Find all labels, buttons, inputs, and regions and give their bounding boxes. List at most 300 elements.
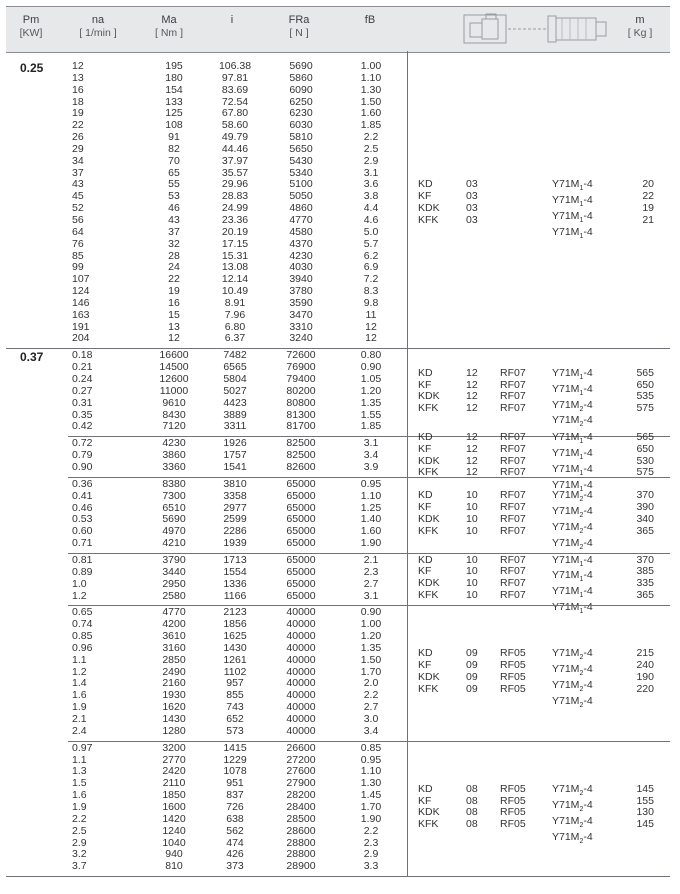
table-cell: 08 [466, 794, 478, 807]
table-cell: 1.10 [360, 71, 382, 84]
table-cell: 45 [72, 190, 84, 203]
table-cell: 1.45 [360, 789, 382, 802]
table-cell: 3.6 [363, 178, 379, 191]
table-cell: 10 [466, 512, 478, 525]
table-cell: 10 [466, 553, 478, 566]
table-cell: 125 [165, 107, 183, 120]
ratio-column [212, 607, 258, 737]
table-cell: 0.31 [72, 396, 93, 409]
table-cell: 124 [72, 285, 90, 298]
power-value: 0.25 [20, 61, 44, 75]
table-cell: KF [418, 378, 432, 391]
ma-column [154, 350, 194, 433]
table-cell: 34 [72, 154, 84, 167]
table-cell: 17.15 [221, 237, 249, 250]
table-cell: 1.70 [360, 665, 382, 678]
table-cell: 1930 [162, 689, 186, 702]
table-cell: $Y71M_2-4$ [552, 398, 593, 413]
table-cell: RF07 [500, 589, 526, 602]
type-column [418, 784, 458, 831]
table-cell: 1.25 [360, 501, 382, 514]
table-cell: 5650 [289, 142, 313, 155]
table-cell: 03 [466, 201, 478, 214]
section-divider [6, 348, 670, 349]
table-cell: 10 [466, 524, 478, 537]
table-cell: 155 [636, 794, 654, 807]
table-cell: 79400 [286, 373, 316, 386]
table-cell: 0.42 [72, 420, 93, 433]
table-cell: $Y71M_2-4$ [552, 537, 593, 552]
table-cell: 28600 [286, 824, 316, 837]
table-cell: 85 [72, 249, 84, 262]
table-cell: 575 [636, 466, 654, 479]
table-cell: 3.2 [72, 848, 87, 861]
table-cell: 81300 [286, 408, 316, 421]
table-cell: 37.97 [221, 154, 249, 167]
header-pm-unit: [KW] [19, 27, 43, 39]
table-cell: 6.37 [224, 332, 246, 345]
table-cell: 3780 [289, 285, 313, 298]
table-cell: 12 [466, 454, 478, 467]
table-cell: 0.95 [360, 753, 382, 766]
table-cell: 4770 [162, 606, 186, 619]
table-cell: 3860 [162, 449, 186, 462]
table-cell: 1102 [223, 665, 247, 678]
table-cell: 2580 [162, 589, 186, 602]
table-cell: 20 [642, 178, 654, 190]
table-cell: 28800 [286, 848, 316, 861]
type-column [418, 490, 458, 537]
ma-column [154, 479, 194, 550]
table-cell: 40000 [286, 712, 316, 725]
table-cell: 4230 [162, 437, 186, 450]
table-cell: 2.2 [72, 812, 87, 825]
table-cell: 2420 [162, 765, 186, 778]
table-cell: 145 [636, 818, 654, 831]
fb-column [353, 743, 389, 873]
size-column [466, 784, 490, 831]
table-cell: 195 [165, 60, 183, 72]
table-cell: 65000 [286, 525, 316, 538]
table-cell: 0.97 [72, 741, 93, 754]
table-cell: $Y71M_1-4$ [552, 446, 593, 461]
fb-column [353, 555, 389, 602]
table-cell: RF07 [500, 553, 526, 566]
flange-column [500, 555, 540, 602]
table-cell: 5050 [289, 190, 313, 203]
header-na [68, 14, 128, 40]
table-bottom-border [6, 876, 670, 877]
table-cell: 7.96 [224, 308, 246, 321]
table-cell: $Y71M_1-4$ [552, 478, 593, 493]
table-cell: KDK [418, 806, 440, 819]
table-cell: $Y71M_2-4$ [552, 782, 593, 797]
table-cell: 3160 [162, 641, 186, 654]
table-cell: 3.1 [363, 166, 379, 179]
table-cell: 40000 [286, 606, 316, 619]
table-cell: 55 [168, 178, 180, 191]
table-cell: 44.46 [221, 142, 249, 155]
table-cell: 3.4 [363, 724, 379, 737]
table-cell: 5860 [289, 71, 313, 84]
table-cell: 1336 [223, 577, 247, 590]
table-cell: 1.2 [72, 589, 87, 602]
header-fra [274, 14, 324, 40]
table-cell: $Y71M_1-4$ [552, 569, 593, 584]
table-cell: 743 [226, 701, 244, 714]
table-cell: 373 [226, 860, 244, 873]
table-cell: 40000 [286, 665, 316, 678]
table-cell: 70 [168, 154, 180, 167]
table-cell: 370 [636, 553, 654, 566]
table-cell: 8380 [162, 477, 186, 490]
table-cell: 2.7 [363, 701, 379, 714]
table-cell: 4860 [289, 202, 313, 215]
header-pm-symbol: Pm [22, 14, 40, 26]
table-cell: 15.31 [221, 249, 249, 262]
table-cell: 65000 [286, 589, 316, 602]
table-cell: 1600 [162, 800, 186, 813]
table-cell: 10 [466, 489, 478, 502]
table-cell: 106.38 [218, 60, 252, 72]
ma-column [154, 607, 194, 737]
table-cell: RF07 [500, 577, 526, 590]
table-cell: 1.9 [72, 800, 87, 813]
table-cell: 19 [642, 201, 654, 214]
table-cell: 11000 [159, 384, 189, 397]
table-cell: RF05 [500, 671, 526, 684]
table-cell: 1.00 [360, 60, 382, 72]
table-cell: 2599 [223, 513, 247, 526]
ma-column [154, 438, 194, 474]
table-cell: 12.14 [221, 273, 249, 286]
table-cell: RF05 [500, 647, 526, 660]
table-cell: KFK [418, 213, 439, 226]
table-cell: 1280 [162, 724, 186, 737]
table-cell: 8430 [162, 408, 186, 421]
table-cell: 72.54 [221, 95, 249, 108]
table-cell: 26600 [286, 741, 316, 754]
table-cell: 365 [636, 589, 654, 602]
table-cell: 3.1 [363, 437, 379, 450]
table-cell: 08 [466, 806, 478, 819]
table-cell: 3.9 [363, 461, 379, 474]
table-cell: 56 [72, 213, 84, 226]
table-cell: 1.50 [360, 653, 382, 666]
table-cell: 3310 [289, 320, 313, 333]
table-cell: KDK [418, 390, 440, 403]
table-cell: 1.4 [72, 677, 87, 690]
table-cell: 4423 [223, 396, 247, 409]
table-cell: 28.83 [221, 190, 249, 203]
table-cell: KFK [418, 402, 439, 415]
table-cell: 1040 [162, 836, 186, 849]
size-column [466, 555, 490, 602]
table-cell: 2770 [162, 753, 186, 766]
flange-column [500, 648, 540, 695]
table-cell: 6510 [162, 501, 186, 514]
table-cell: 15 [168, 308, 180, 321]
table-cell: 390 [636, 501, 654, 514]
table-cell: 3590 [289, 296, 313, 309]
table-cell: 0.53 [72, 513, 93, 526]
table-cell: RF07 [500, 366, 526, 379]
table-cell: RF07 [500, 524, 526, 537]
header-m [614, 14, 666, 40]
motor-column [552, 490, 614, 554]
table-cell: 99 [72, 261, 84, 274]
table-cell: 12 [466, 366, 478, 379]
table-cell: 2.3 [363, 565, 379, 578]
table-cell: 03 [466, 189, 478, 202]
table-cell: $Y71M_2-4$ [552, 647, 593, 662]
table-cell: KF [418, 794, 432, 807]
table-cell: 1.55 [360, 408, 382, 421]
motor-column [552, 368, 614, 432]
table-cell: $Y71M_1-4$ [552, 178, 593, 193]
table-cell: RF07 [500, 512, 526, 525]
table-cell: 2977 [223, 501, 247, 514]
table-cell: KFK [418, 682, 439, 695]
table-cell: $Y71M_2-4$ [552, 489, 593, 504]
table-cell: 22 [168, 273, 180, 286]
table-cell: KFK [418, 589, 439, 602]
table-cell: 146 [72, 296, 90, 309]
table-cell: 28 [168, 249, 180, 262]
table-cell: 1.35 [360, 396, 382, 409]
table-cell: 40000 [286, 641, 316, 654]
table-cell: 1078 [223, 765, 247, 778]
table-cell: 6030 [289, 119, 313, 132]
table-cell: 10 [466, 577, 478, 590]
table-cell: 40000 [286, 677, 316, 690]
mass-column [626, 784, 654, 831]
ratio-column [212, 438, 258, 474]
table-cell: 03 [466, 213, 478, 226]
table-cell: 1.3 [72, 765, 87, 778]
table-cell: 1.30 [360, 777, 382, 790]
table-cell: 4770 [289, 213, 313, 226]
table-cell: 12 [72, 60, 84, 72]
table-cell: 4030 [289, 261, 313, 274]
table-cell: 40000 [286, 618, 316, 631]
table-cell: 5810 [289, 131, 313, 144]
flange-column [500, 784, 540, 831]
table-cell: 1.10 [360, 765, 382, 778]
header-fb [350, 14, 390, 27]
table-cell: 10 [466, 501, 478, 514]
table-cell: 0.89 [72, 565, 93, 578]
table-cell: 12 [466, 378, 478, 391]
table-cell: 1.00 [360, 618, 382, 631]
header-fra-unit: [ N ] [289, 27, 309, 39]
table-cell: 1757 [223, 449, 247, 462]
table-cell: 19 [72, 107, 84, 120]
table-cell: 5100 [289, 178, 313, 191]
table-cell: 0.85 [72, 630, 93, 643]
table-cell: $Y71M_1-4$ [552, 366, 593, 381]
table-cell: 40000 [286, 689, 316, 702]
size-column [466, 179, 490, 226]
table-cell: 4230 [289, 249, 313, 262]
table-cell: 28500 [286, 812, 316, 825]
table-cell: 145 [636, 782, 654, 795]
table-cell: 53 [168, 190, 180, 203]
table-cell: 0.74 [72, 618, 93, 631]
mass-column [626, 490, 654, 537]
table-cell: 0.90 [360, 606, 382, 619]
table-cell: 426 [226, 848, 244, 861]
table-cell: RF07 [500, 454, 526, 467]
table-cell: 726 [226, 800, 244, 813]
table-cell: 1.40 [360, 513, 382, 526]
fb-column [353, 479, 389, 550]
table-cell: 2.3 [363, 836, 379, 849]
table-cell: 562 [226, 824, 244, 837]
table-cell: $Y71M_1-4$ [552, 193, 593, 209]
size-column [466, 490, 490, 537]
table-cell: 0.36 [72, 477, 93, 490]
table-cell: $Y71M_1-4$ [552, 209, 593, 224]
table-cell: 1.60 [360, 525, 382, 538]
table-cell: 6.80 [224, 320, 246, 333]
table-cell: 0.72 [72, 437, 93, 450]
mass-column [626, 179, 654, 226]
type-column [418, 432, 458, 479]
mass-column [626, 555, 654, 602]
table-cell: KD [418, 647, 433, 660]
motor-column [552, 648, 614, 712]
table-cell: RF05 [500, 794, 526, 807]
table-cell: 27900 [286, 777, 316, 790]
fra-column [276, 61, 326, 345]
gearmotor-selection-table [6, 6, 670, 886]
na-column [72, 743, 118, 873]
table-cell: 2286 [223, 525, 247, 538]
table-cell: 385 [636, 565, 654, 578]
table-cell: 08 [466, 782, 478, 795]
table-cell: 1.05 [360, 373, 382, 386]
table-cell: 0.95 [360, 477, 382, 490]
table-cell: 5690 [289, 60, 313, 72]
table-cell: 65000 [286, 554, 316, 566]
table-cell: 28800 [286, 836, 316, 849]
table-cell: 16 [72, 83, 84, 96]
motor-column [552, 179, 614, 243]
table-cell: KDK [418, 671, 440, 684]
fra-column [276, 555, 326, 602]
ma-column [154, 555, 194, 602]
table-cell: 1261 [223, 653, 247, 666]
header-pm [6, 14, 56, 40]
table-cell: 49.79 [221, 131, 249, 144]
table-cell: 1.2 [72, 665, 87, 678]
table-cell: RF05 [500, 818, 526, 831]
table-cell: 26 [72, 131, 84, 144]
table-cell: 5340 [289, 166, 313, 179]
table-cell: 10 [466, 589, 478, 602]
fra-column [276, 350, 326, 433]
table-cell: 09 [466, 682, 478, 695]
table-cell: 12 [365, 320, 377, 333]
table-cell: KD [418, 430, 433, 443]
table-cell: 1620 [162, 701, 186, 714]
table-cell: 29 [72, 142, 84, 155]
table-cell: 2.0 [363, 677, 379, 690]
na-column [72, 555, 118, 602]
table-cell: RF07 [500, 402, 526, 415]
table-cell: 1.30 [360, 83, 382, 96]
table-cell: 1.9 [72, 701, 87, 714]
table-cell: 2.1 [363, 554, 379, 566]
na-column [72, 607, 118, 737]
header-m-symbol: m [635, 14, 645, 26]
table-cell: 0.81 [72, 554, 93, 566]
table-cell: 180 [165, 71, 183, 84]
table-cell: 0.46 [72, 501, 93, 514]
table-cell: 204 [72, 332, 90, 345]
table-cell: 474 [226, 836, 244, 849]
table-cell: 3.3 [363, 860, 379, 873]
table-cell: KFK [418, 524, 439, 537]
table-cell: 1.85 [360, 420, 382, 433]
table-cell: 16 [168, 296, 180, 309]
table-cell: 37 [72, 166, 84, 179]
header-ma-symbol: Ma [161, 14, 177, 26]
table-cell: 0.35 [72, 408, 93, 421]
table-cell: 191 [72, 320, 90, 333]
type-column [418, 368, 458, 415]
table-cell: KF [418, 442, 432, 455]
table-cell: 4210 [162, 537, 186, 550]
table-cell: 107 [72, 273, 90, 286]
table-cell: 1.90 [360, 537, 382, 550]
table-cell: $Y71M_1-4$ [552, 382, 593, 397]
table-cell: KF [418, 189, 432, 202]
table-cell: 12 [365, 332, 377, 345]
mass-column [626, 368, 654, 415]
table-cell: 80800 [286, 396, 316, 409]
table-cell: 0.80 [360, 349, 382, 362]
table-cell: 0.96 [72, 641, 93, 654]
table-cell: 2110 [162, 777, 186, 790]
table-cell: 565 [636, 366, 654, 379]
table-cell: 8.91 [224, 296, 246, 309]
table-cell: 9610 [162, 396, 186, 409]
header-na-symbol: na [91, 14, 105, 26]
gearmotor-diagram-icon [462, 12, 612, 46]
table-cell: 2950 [162, 577, 186, 590]
table-cell: 1850 [162, 789, 186, 802]
table-cell: 535 [636, 390, 654, 403]
type-column [418, 179, 458, 226]
table-cell: 638 [226, 812, 244, 825]
table-cell: 9.8 [363, 296, 379, 309]
table-cell: 82600 [286, 461, 316, 474]
size-column [466, 432, 490, 479]
table-cell: 1.20 [360, 384, 382, 397]
mass-column [626, 432, 654, 479]
table-cell: 1.50 [360, 95, 382, 108]
table-cell: 1430 [162, 712, 186, 725]
table-cell: 65000 [286, 477, 316, 490]
table-cell: 6230 [289, 107, 313, 120]
table-cell: 24 [168, 261, 180, 274]
table-cell: 28400 [286, 800, 316, 813]
table-cell: 215 [636, 647, 654, 660]
table-cell: 3940 [289, 273, 313, 286]
table-cell: RF05 [500, 682, 526, 695]
